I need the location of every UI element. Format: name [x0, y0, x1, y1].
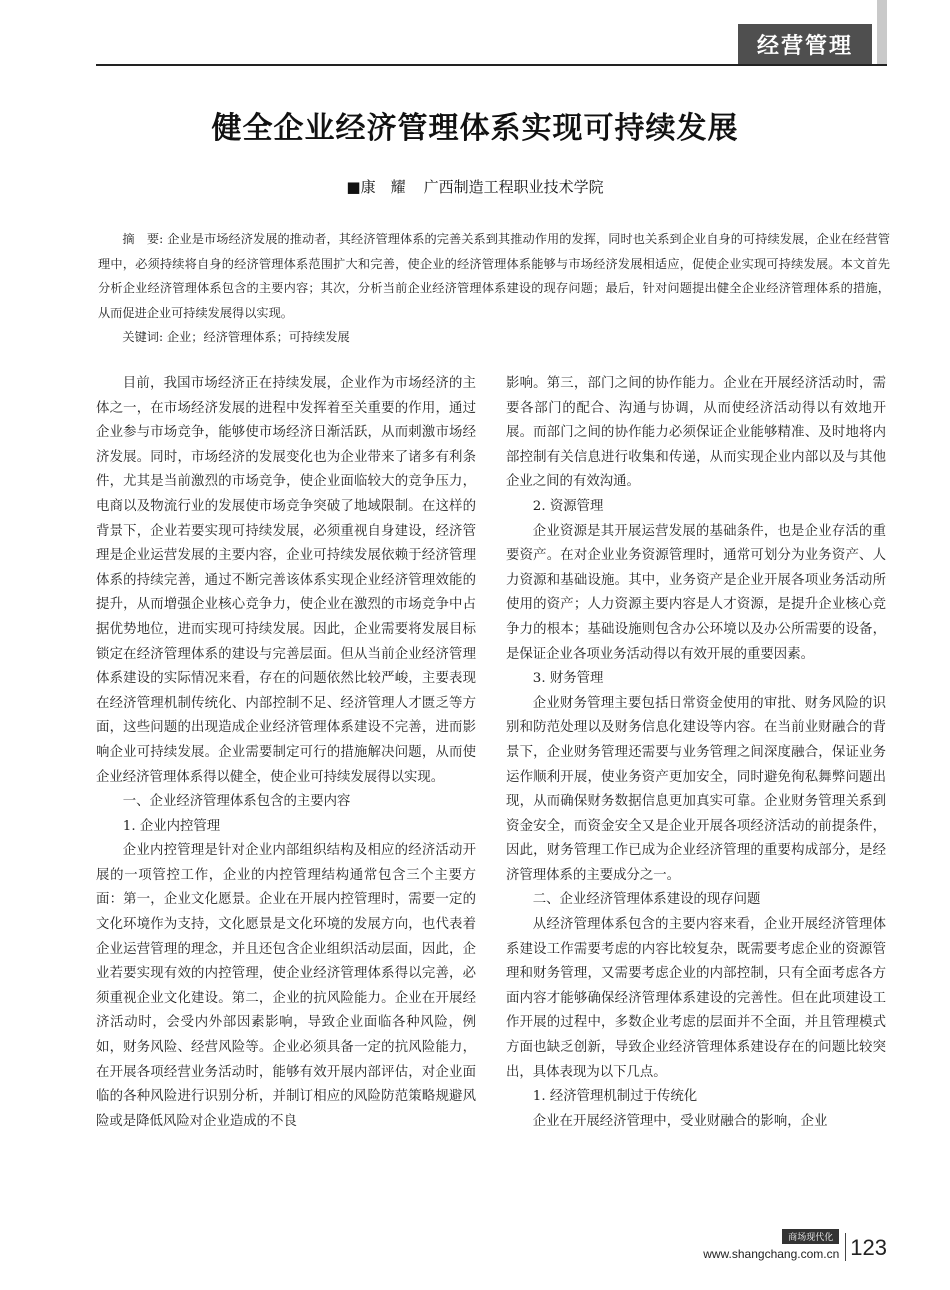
paragraph: 企业内控管理是针对企业内部组织结构及相应的经济活动开展的一项管控工作，企业的内控管理结构通常包含三个主要方面：第一，企业文化愿景。企业在开展内控管理时，需要一定的文化环境作为支持，文化愿景是文化环境的发展方向，也代表着企业运营管理的理念，并且还包含企业组织活动层面，因此，企业若要实现有效的内控管理，使企业经济管理体系得以完善，必须重视企业文化建设。第二，企业的抗风险能力。企业在开展经济活动时，会受内外部因素影响，导致企业面临各种风险，例如，财务风险、经营风险等。企业必须具备一定的抗风险能力，在开展各项经营业务活动时，能够有效开展内部评估，对企业面临的各种风险进行识别分析，并制订相应的风险防范策略规避风险或是降低风险对企业造成的不良 [96, 843, 476, 1129]
page-number: 123 [850, 1235, 887, 1260]
left-column [96, 372, 476, 1134]
page-footer [703, 1227, 887, 1261]
header-side-bar [877, 0, 887, 64]
paragraph: 企业资源是其开展运营发展的基础条件，也是企业存活的重要资产。在对企业业务资源管理时，通常可划分为业务资产、人力资源和基础设施。其中，业务资产是企业开展各项业务活动所使用的资产；人力资源主要内容是人才资源，是提升企业核心竞争力的根本；基础设施则包含办公环境以及办公所需要的设备，是保证企业各项业务活动得以有效开展的重要因素。 [506, 523, 886, 662]
right-column [506, 372, 886, 1134]
magazine-logo: 商场现代化 [782, 1229, 839, 1244]
subsection-heading: 1. 经济管理机制过于传统化 [532, 1089, 698, 1105]
paragraph: 企业在开展经济管理中，受业财融合的影响，企业 [532, 1113, 828, 1129]
abstract-block [98, 227, 890, 350]
header-rule [96, 64, 887, 66]
footer-divider [845, 1233, 846, 1261]
section-heading: 二、企业经济管理体系建设的现存问题 [532, 892, 761, 908]
author-name: ■康 耀 [346, 178, 406, 196]
section-heading: 一、企业经济管理体系包含的主要内容 [122, 794, 351, 810]
paragraph: 从经济管理体系包含的主要内容来看，企业开展经济管理体系建设工作需要考虑的内容比较复杂，既需要考虑企业的资源管理和财务管理，又需要考虑企业的内部控制，只有全面考虑各方面内容才能够确保经济管理体系建设的完善性。但在此项建设工作开展的过程中，多数企业考虑的层面并不全面，并且管理模式方面也缺乏创新，导致企业经济管理体系建设存在的问题比较突出，具体表现为以下几点。 [506, 917, 886, 1080]
paragraph: 企业财务管理主要包括日常资金使用的审批、财务风险的识别和防范处理以及财务信息化建设等内容。在当前业财融合的背景下，企业财务管理还需要与业务管理之间深度融合，保证业务运作顺利开展，使业务资产更加安全，同时避免徇私舞弊问题出现，从而确保财务数据信息更加真实可靠。企业财务管理关系到资金安全，而资金安全又是企业开展各项经济活动的前提条件，因此，财务管理工作已成为企业经济管理的重要构成部分，是经济管理体系的主要成分之一。 [506, 695, 886, 883]
byline [0, 176, 950, 197]
subsection-heading: 3. 财务管理 [532, 671, 604, 687]
paragraph: 影响。第三，部门之间的协作能力。企业在开展经济活动时，需要各部门的配合、沟通与协调，从而使经济活动得以有效地开展。而部门之间的协作能力必须保证企业能够精准、及时地将内部控制有关信息进行收集和传递，从而实现企业内部以及与其他企业之间的有效沟通。 [506, 376, 886, 490]
footer-url[interactable]: www.shangchang.com.cn [703, 1247, 840, 1261]
subsection-heading: 2. 资源管理 [532, 498, 604, 514]
paragraph: 目前，我国市场经济正在持续发展，企业作为市场经济的主体之一，在市场经济发展的进程中发挥着至关重要的作用，通过企业参与市场竞争，能够使市场经济日渐活跃，从而刺激市场经济发展。同时，市场经济的发展变化也为企业带来了诸多有利条件，尤其是当前激烈的市场竞争，使企业面临较大的竞争压力，电商以及物流行业的发展使市场竞争突破了地域限制。在这样的背景下，企业若要实现可持续发展，必须重视自身建设，经济管理是企业运营发展的主要内容，企业可持续发展依赖于经济管理体系的持续完善，通过不断完善该体系实现企业经济管理效能的提升，从而增强企业核心竞争力，使企业在激烈的市场竞争中占据优势地位，进而实现可持续发展。因此，企业需要将发展目标锁定在经济管理体系的建设与完善层面。但从当前企业经济管理体系建设的实际情况来看，存在的问题依然比较严峻，主要表现在经济管理机制传统化、内部控制不足、经济管理人才匮乏等方面，这些问题的出现造成企业经济管理体系建设不完善，进而影响企业可持续发展。企业需要制定可行的措施解决问题，从而使企业经济管理体系得以健全，使企业可持续发展得以实现。 [96, 376, 476, 785]
author-affiliation: 广西制造工程职业技术学院 [423, 178, 604, 196]
section-label: 经营管理 [738, 24, 872, 64]
subsection-heading: 1. 企业内控管理 [122, 818, 221, 834]
article-title: 健全企业经济管理体系实现可持续发展 [211, 111, 739, 146]
keywords: 关键词: 企业；经济管理体系；可持续发展 [122, 330, 350, 344]
footer-left [703, 1229, 839, 1261]
abstract-text: 摘 要: 企业是市场经济发展的推动者，其经济管理体系的完善关系到其推动作用的发挥，同时也关系到企业自身的可持续发展，企业在经营管理中，必须持续将自身的经济管理体系范围扩大和完善，使企业的经济管理体系能够与市场经济发展相适应，促使企业实现可持续发展。本文首先分析企业经济管理体系包含的主要内容；其次，分析当前企业经济管理体系建设的现存问题；最后，针对问题提出健全企业经济管理体系的措施，从而促进企业可持续发展得以实现。 [98, 232, 890, 320]
